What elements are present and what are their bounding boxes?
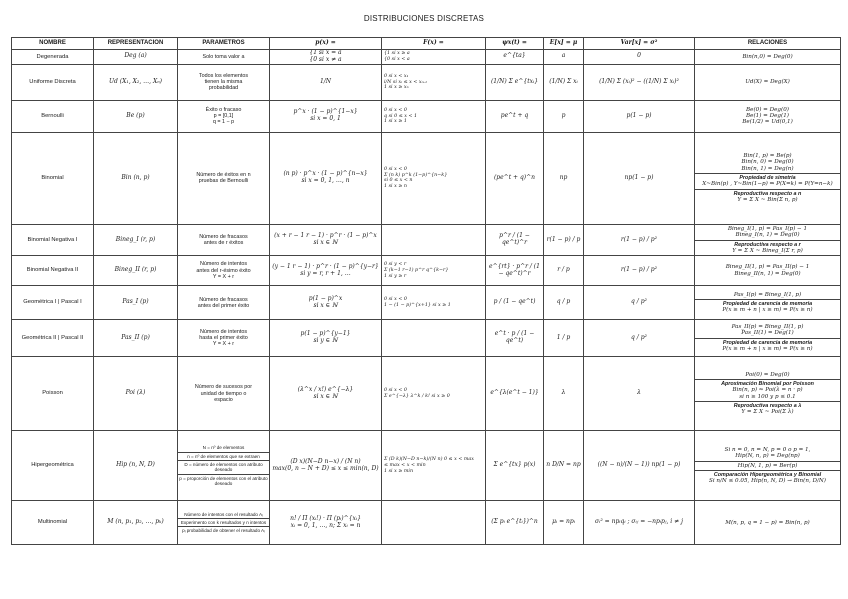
- px-line: si x = 0, 1, …, n: [301, 177, 350, 185]
- relation-block: [695, 371, 840, 379]
- parameter-line: antes del r-ésimo éxito: [196, 267, 251, 274]
- page-title: DISTRIBUCIONES DISCRETAS: [363, 14, 485, 23]
- fx-line: 0 si y < r: [384, 262, 407, 268]
- row-relations: [695, 224, 841, 255]
- relation-line: Bineg_I(1, p) = Pas_I(p) − 1: [727, 225, 808, 232]
- relation-line: Bineg_II(1, p) = Pas_II(p) − 1: [725, 264, 810, 271]
- row-fx: [382, 256, 486, 286]
- row-parameters: [178, 286, 270, 320]
- row-expectation: n D/N = np: [544, 431, 584, 501]
- relation-block: [695, 461, 840, 470]
- row-parameters: [178, 431, 270, 501]
- parameter-line: Número de éxitos en n: [196, 172, 251, 179]
- px-line: p^x · (1 − p)^{1−x}: [293, 108, 358, 116]
- header-row: [12, 38, 841, 50]
- fx-line: 1 si x ≥ min: [384, 468, 414, 474]
- px-line: (y − 1 r − 1) · p^r · (1 − p)^{y−r}: [272, 262, 379, 270]
- table-row: [12, 132, 841, 224]
- row-px: [270, 256, 382, 286]
- table-row: [12, 64, 841, 100]
- row-representation: Pas_II (p): [94, 320, 178, 357]
- parameter-line: unidad de tiempo o: [200, 390, 247, 397]
- table-row: [12, 256, 841, 286]
- row-fx: [382, 50, 486, 65]
- table-body: [12, 50, 841, 545]
- parameter-line: q = 1 − p: [212, 119, 235, 126]
- row-representation: Hip (n, N, D): [94, 431, 178, 501]
- fx-line: ≤ max < x < min: [384, 462, 426, 468]
- parameter-line: probabilidad: [208, 85, 239, 92]
- px-line: 1/N: [319, 77, 332, 85]
- relation-line: Reproductiva respecto a r: [734, 241, 801, 248]
- fx-line: 0 si x < 0: [384, 297, 407, 303]
- row-relations: [695, 357, 841, 431]
- px-line: si x ∈ ℕ: [313, 392, 338, 400]
- row-psi: e^t · p / (1 − qe^t): [486, 320, 544, 357]
- row-relations: [695, 320, 841, 357]
- px-line: si x ∈ ℕ: [313, 301, 338, 309]
- row-psi: p^r / (1 − qe^t)^r: [486, 224, 544, 255]
- row-representation: Poi (λ): [94, 357, 178, 431]
- parameter-line: tienen la misma: [204, 79, 243, 86]
- row-expectation: (1/N) Σ xᵢ: [544, 64, 584, 100]
- relation-line: Be(0) = Deg(0): [746, 106, 789, 113]
- relation-block: [695, 519, 840, 527]
- row-psi: p / (1 − qe^t): [486, 286, 544, 320]
- row-expectation: 1 / p: [544, 320, 584, 357]
- px-line: (x + r − 1 r − 1) · p^r · (1 − p)^x: [274, 232, 377, 240]
- relation-block: [695, 401, 840, 417]
- relation-line: Comparación Hipergeométrica y Binomial: [713, 472, 822, 479]
- relation-block: [695, 53, 840, 61]
- row-px: [270, 50, 382, 65]
- row-relations: [695, 431, 841, 501]
- relation-block: [695, 299, 840, 315]
- row-px: [270, 501, 382, 545]
- row-px: [270, 320, 382, 357]
- relation-block: [695, 189, 840, 205]
- row-relations: [695, 64, 841, 100]
- relation-line: Hip(N, n, p) = Deg(np): [735, 453, 800, 460]
- header-representacion: REPRESENTACION: [94, 38, 178, 50]
- px-line: n! / Π (xᵢ!) · Π (pᵢ)^{xᵢ}: [290, 514, 361, 522]
- table-row: [12, 100, 841, 132]
- relation-block: [695, 379, 840, 401]
- parameter-line: Número de intentos: [199, 261, 248, 268]
- relation-line: M(n, p, q = 1 − p) = Bin(n, p): [725, 519, 810, 526]
- relation-line: P(x ≥ m + n | x ≥ m) = P(x ≥ n): [722, 307, 813, 314]
- row-relations: [695, 100, 841, 132]
- row-psi: (Σ pᵢ e^{tᵢ})^n: [486, 501, 544, 545]
- fx-line: 1 si x ≥ n: [384, 183, 407, 189]
- row-representation: Bin (n, p): [94, 132, 178, 224]
- relation-block: [695, 240, 840, 256]
- row-expectation: r / p: [544, 256, 584, 286]
- row-expectation: r(1 − p) / p: [544, 224, 584, 255]
- row-psi: e^{rt} · p^r / (1 − qe^t)^r: [486, 256, 544, 286]
- fx-line: 1 si x ≥ 1: [384, 119, 407, 125]
- fx-line: 1 − (1 − p)^{x+1} si x ≥ 1: [384, 302, 451, 308]
- relation-block: [695, 338, 840, 354]
- relation-line: P(x ≥ m + n | x ≥ m) = P(x ≥ n): [722, 346, 813, 353]
- relation-block: [695, 106, 840, 127]
- row-fx: [382, 320, 486, 357]
- fx-line: 1 si x ≥ xₙ: [384, 85, 409, 91]
- row-relations: [695, 286, 841, 320]
- fx-line: Σ (k−1 r−1) p^r q^{k−r}: [384, 267, 449, 273]
- relation-line: Pas_II(1) = Deg(1): [741, 330, 794, 337]
- parameter-item: D = número de elementos con atributo deseado: [178, 460, 269, 474]
- row-parameters: [178, 100, 270, 132]
- row-name: Geométrica I | Pascal I: [12, 286, 94, 320]
- fx-line: {0 si x < a: [384, 56, 410, 62]
- relation-line: Si n = 0, n = N, p = 0 o p = 1,: [724, 446, 811, 453]
- relation-line: X~Bin(p) , Y~Bin(1−p) ⇒ P(X=k) = P(Y=n−k): [702, 181, 833, 188]
- relation-block: [695, 446, 840, 461]
- parameter-item: Experimento con k resultados y n intentos: [178, 518, 269, 526]
- row-expectation: μᵢ = npᵢ: [544, 501, 584, 545]
- relation-line: Y = Σ X ~ Bineg_I(Σ r, p): [732, 247, 803, 254]
- row-variance: λ: [584, 357, 695, 431]
- header-relaciones: RELACIONES: [695, 38, 841, 50]
- row-psi: (pe^t + q)^n: [486, 132, 544, 224]
- row-psi: e^{ta}: [486, 50, 544, 65]
- header-nombre: NOMBRE: [12, 38, 94, 50]
- row-variance: 0: [584, 50, 695, 65]
- fx-line: 0 si x < 0: [384, 388, 407, 394]
- row-parameters: [178, 64, 270, 100]
- parameter-line: Y = X + r: [212, 273, 235, 280]
- relation-line: Reproductiva respecto a λ: [733, 403, 802, 410]
- relation-line: Bin(n, 1) = Deg(n): [741, 165, 794, 172]
- row-fx: [382, 64, 486, 100]
- fx-line: si 0 ≤ x < n: [384, 178, 413, 184]
- relation-line: Bin(1, p) = Be(p): [743, 153, 792, 160]
- row-expectation: a: [544, 50, 584, 65]
- relation-block: [695, 323, 840, 338]
- px-line: {1 si x = a: [309, 49, 342, 56]
- relation-line: Bin(n, 0) = Deg(0): [741, 159, 794, 166]
- relation-line: Ud(X) = Deg(X): [745, 79, 790, 86]
- row-psi: pe^t + q: [486, 100, 544, 132]
- px-line: si y = r, r + 1, …: [300, 269, 351, 277]
- relation-line: Y = Σ X ~ Poi(Σ λ): [741, 409, 794, 416]
- relation-line: Si n/N ≤ 0.05, Hip(n, N, D) → Bin(n, D/N): [709, 478, 826, 485]
- px-line: max(0, n − N + D) ≤ x ≤ min(n, D): [272, 464, 379, 472]
- parameter-line: pruebas de Bernoulli: [198, 178, 249, 185]
- row-relations: [695, 501, 841, 545]
- row-representation: Bineg_I (r, p): [94, 224, 178, 255]
- parameter-line: Número de fracasos: [199, 233, 248, 240]
- row-representation: M (n, p₁, p₂, …, pₖ): [94, 501, 178, 545]
- table-row: [12, 431, 841, 501]
- fx-line: i/N si xᵢ ≤ x < xᵢ₊₁: [384, 79, 428, 85]
- table-row: [12, 50, 841, 65]
- relation-line: Y = Σ X ~ Bin(Σ n, p): [737, 197, 798, 204]
- row-name: Uniforme Discreta: [12, 64, 94, 100]
- parameter-item: pᵢ probabilidad de obtener el resultado Aᵢ: [178, 526, 269, 534]
- row-variance: r(1 − p) / p²: [584, 224, 695, 255]
- row-representation: Deg (a): [94, 50, 178, 65]
- relation-block: [695, 225, 840, 240]
- px-line: {0 si x ≠ a: [309, 55, 342, 63]
- parameter-item: p = proporción de elementos con el atributo deseado: [179, 475, 268, 486]
- table-row: [12, 357, 841, 431]
- header-expectation: E[x] = μ: [544, 38, 584, 50]
- row-psi: e^{λ(e^t − 1)}: [486, 357, 544, 431]
- relation-block: [695, 291, 840, 299]
- relation-line: Be(1) = Deg(1): [746, 113, 789, 120]
- row-psi: (1/N) Σ e^{txᵢ}: [486, 64, 544, 100]
- relation-line: Poi(0) = Deg(0): [745, 371, 790, 378]
- parameter-line: espacio: [214, 396, 233, 403]
- relation-block: [695, 470, 840, 486]
- row-px: [270, 357, 382, 431]
- px-line: si y ∈ ℕ: [313, 337, 338, 345]
- px-line: p(1 − p)^{y−1}: [300, 330, 351, 338]
- relation-line: Bin(n,0) = Deg(0): [742, 53, 793, 60]
- header-variance: Var[x] = σ²: [584, 38, 695, 50]
- relation-line: Bin(n, p) ≈ Poi(λ = n · p): [732, 387, 803, 394]
- row-expectation: λ: [544, 357, 584, 431]
- row-px: [270, 224, 382, 255]
- relation-line: Propiedad de simetría: [739, 175, 796, 182]
- row-relations: [695, 132, 841, 224]
- row-name: Binomial Negativa II: [12, 256, 94, 286]
- row-parameters: [178, 357, 270, 431]
- fx-line: 0 si x < x₁: [384, 74, 409, 79]
- relation-line: Propiedad de carencia de memoria: [722, 339, 813, 346]
- parameter-line: Número de fracasos: [199, 296, 248, 303]
- relation-line: Be(1/2) = Ud(0,1): [742, 119, 793, 126]
- parameter-item: Número de intentos con el resultado Aᵢ: [184, 511, 263, 517]
- row-variance: (1/N) Σ (xᵢ)² − ((1/N) Σ xᵢ)²: [584, 64, 695, 100]
- relation-block: [695, 78, 840, 86]
- row-parameters: [178, 501, 270, 545]
- row-expectation: np: [544, 132, 584, 224]
- parameter-item: N = nº de elementos: [202, 445, 245, 451]
- relation-line: Hip(N, 1, p) = Ber(p): [737, 462, 798, 469]
- row-parameters: [178, 132, 270, 224]
- px-line: (λ^x / x!) e^{−λ}: [297, 385, 354, 393]
- row-parameters: [178, 50, 270, 65]
- fx-line: Σ e^{−λ} λ^k / k! si x ≥ 0: [384, 393, 450, 399]
- fx-line: Σ (D k)(N−D n−k)/(N n) 0 ≤ x < max: [384, 457, 474, 463]
- row-name: Binomial: [12, 132, 94, 224]
- row-expectation: q / p: [544, 286, 584, 320]
- row-name: Binomial Negativa I: [12, 224, 94, 255]
- relation-block: [695, 152, 840, 173]
- row-variance: p(1 − p): [584, 100, 695, 132]
- row-px: [270, 286, 382, 320]
- distribution-table: [11, 37, 841, 545]
- px-line: si x = 0, 1: [310, 115, 341, 123]
- px-line: (n p) · p^x · (1 − p)^{n−x}: [283, 170, 368, 178]
- parameter-line: Y = X + r: [212, 341, 235, 348]
- row-fx: [382, 132, 486, 224]
- parameter-line: p = [0,1]: [213, 113, 234, 120]
- parameter-line: hasta el primer éxito: [199, 335, 248, 342]
- row-parameters: [178, 224, 270, 255]
- table-row: [12, 501, 841, 545]
- fx-line: 0 si x < 0: [384, 167, 407, 173]
- row-representation: Bineg_II (r, p): [94, 256, 178, 286]
- row-name: Geométrica II | Pascal II: [12, 320, 94, 357]
- row-px: [270, 100, 382, 132]
- px-line: p(1 − p)^x: [308, 294, 343, 302]
- table-row: [12, 320, 841, 357]
- row-name: Degenerada: [12, 50, 94, 65]
- row-expectation: p: [544, 100, 584, 132]
- relation-line: Pas_II(p) = Bineg_II(1, p): [731, 324, 804, 331]
- row-name: Poisson: [12, 357, 94, 431]
- parameter-line: Todos los elementos: [198, 72, 249, 79]
- header-parametros: PARAMETROS: [178, 38, 270, 50]
- px-line: si x ∈ ℕ: [313, 239, 338, 247]
- row-fx: [382, 286, 486, 320]
- row-variance: r(1 − p) / p²: [584, 256, 695, 286]
- px-line: xᵢ = 0, 1, …, n; Σ xᵢ = n: [290, 521, 361, 529]
- row-fx: [382, 501, 486, 545]
- row-fx: [382, 224, 486, 255]
- fx-line: {1 si x ≥ a: [384, 51, 410, 57]
- px-line: (D x)(N−D n−x) / (N n): [290, 457, 361, 465]
- relation-block: [695, 263, 840, 278]
- row-variance: q / p²: [584, 320, 695, 357]
- row-representation: Be (p): [94, 100, 178, 132]
- row-px: [270, 64, 382, 100]
- relation-line: Pas_I(p) = Bineg_I(1, p): [733, 291, 802, 298]
- row-variance: σᵢ² = npᵢqᵢ ; σᵢⱼ = −npᵢpⱼ, i ≠ j: [584, 501, 695, 545]
- row-fx: [382, 100, 486, 132]
- row-fx: [382, 357, 486, 431]
- parameter-item: n = nº de elementos que se extraen: [178, 452, 269, 460]
- parameter-line: Éxito o fracaso: [205, 106, 242, 113]
- row-representation: Ud (X₁, X₂, …, Xₙ): [94, 64, 178, 100]
- row-px: [270, 431, 382, 501]
- row-name: Multinomial: [12, 501, 94, 545]
- fx-line: 1 si y ≥ r: [384, 273, 407, 279]
- parameter-line: antes del primer éxito: [197, 302, 250, 309]
- row-name: Bernoulli: [12, 100, 94, 132]
- row-px: [270, 132, 382, 224]
- row-fx: [382, 431, 486, 501]
- row-relations: [695, 256, 841, 286]
- row-variance: q / p²: [584, 286, 695, 320]
- row-psi: Σ e^{tx} p(x): [486, 431, 544, 501]
- fx-line: 0 si x < 0: [384, 108, 407, 113]
- parameter-line: Número de intentos: [199, 328, 248, 335]
- table-row: [12, 224, 841, 255]
- relation-line: Bineg_II(n, 1) = Deg(0): [734, 270, 801, 277]
- relation-line: Propiedad de carencia de memoria: [722, 301, 813, 308]
- row-parameters: [178, 256, 270, 286]
- row-representation: Pas_I (p): [94, 286, 178, 320]
- fx-line: Σ (n k) p^k (1−p)^{n−k}: [384, 172, 448, 178]
- row-variance: ((N − n)/(N − 1)) np(1 − p): [584, 431, 695, 501]
- header-psi: ψx(t) =: [486, 38, 544, 50]
- row-relations: [695, 50, 841, 65]
- parameter-line: antes de r éxitos: [203, 240, 244, 247]
- parameter-line: Solo toma valor a: [202, 53, 245, 60]
- table-row: [12, 286, 841, 320]
- row-parameters: [178, 320, 270, 357]
- parameter-line: Número de sucesos por: [194, 384, 253, 391]
- relation-line: si n ≥ 100 y p ≤ 0.1: [739, 393, 796, 400]
- header-fx: F(x) =: [382, 38, 486, 50]
- relation-line: Bineg_I(n, 1) = Deg(0): [735, 232, 800, 239]
- relation-block: [695, 173, 840, 189]
- row-variance: np(1 − p): [584, 132, 695, 224]
- header-px: p(x) =: [270, 38, 382, 50]
- row-name: Hipergeométrica: [12, 431, 94, 501]
- relation-line: Aproximación Binomial por Poisson: [721, 381, 814, 388]
- fx-line: q si 0 ≤ x < 1: [384, 113, 418, 119]
- relation-line: Reproductiva respecto a n: [733, 190, 802, 197]
